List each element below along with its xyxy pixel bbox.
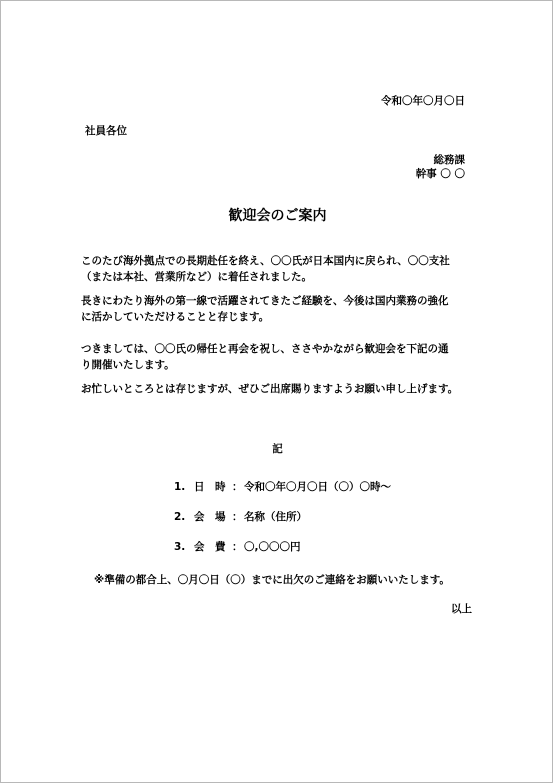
item-label-venue: 会 場: [194, 511, 226, 523]
body-line: 長きにわたり海外の第一線で活躍されてきたご経験を、今後は国内業務の強化: [81, 295, 449, 307]
item-separator: ：: [232, 481, 243, 493]
item-label-fee: 会 費: [194, 541, 226, 553]
item-value-fee: 〇,〇〇〇円: [244, 541, 301, 553]
attendance-note: ※準備の都合上、〇月〇日（〇）までに出欠のご連絡をお願いいたします。: [94, 574, 450, 586]
body-line: り開催いたします。: [81, 359, 175, 371]
item-number: 3.: [174, 541, 186, 553]
body-line: お忙しいところとは存じますが、ぜひご出席賜りますようお願い申し上げます。: [81, 383, 459, 395]
item-label-datetime: 日 時: [194, 481, 226, 493]
item-value-venue: 名称（住所）: [244, 511, 307, 523]
ki-heading: 記: [272, 443, 283, 455]
item-separator: ：: [232, 511, 243, 523]
item-separator: ：: [232, 541, 243, 553]
item-value-datetime: 令和〇年〇月〇日（〇）〇時～: [244, 481, 391, 493]
closing-mark: 以上: [451, 603, 472, 615]
body-line: （または本社、営業所など）に着任されました。: [81, 271, 312, 283]
item-number: 1.: [174, 481, 186, 493]
recipient: 社員各位: [85, 125, 127, 137]
sender-name: 幹事 〇 〇: [415, 168, 465, 180]
body-line: に活かしていただけることと存じます。: [81, 311, 270, 323]
item-number: 2.: [174, 511, 186, 523]
body-line: このたび海外拠点での長期赴任を終え、〇〇氏が日本国内に戻られ、〇〇支社: [81, 255, 450, 267]
document-date: 令和〇年〇月〇日: [381, 95, 465, 107]
body-line: つきましては、〇〇氏の帰任と再会を祝し、ささやかながら歓迎会を下記の通: [81, 343, 449, 355]
sender-department: 総務課: [433, 154, 465, 166]
document-title: 歓迎会のご案内: [228, 208, 327, 224]
